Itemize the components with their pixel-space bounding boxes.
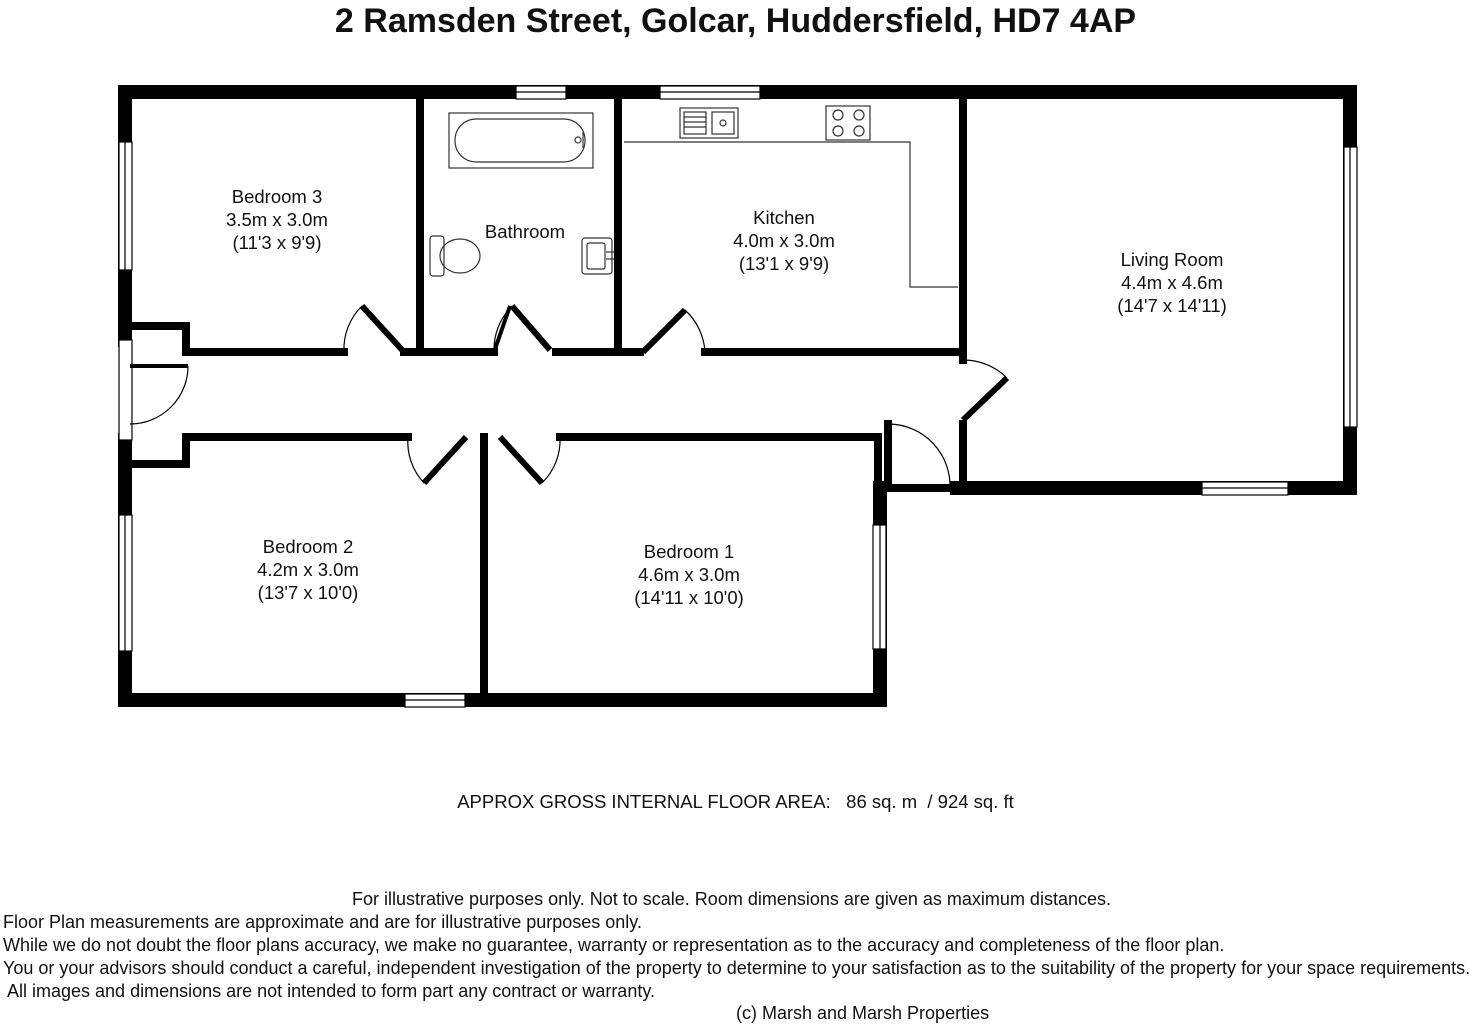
room-label-bathroom xyxy=(485,221,565,242)
svg-text:Kitchen: Kitchen xyxy=(753,207,815,228)
disclaimer-line: While we do not doubt the floor plans accuracy, we make no guarantee, warranty or representation as to the accuracy and completeness of the floor plan. xyxy=(3,935,1225,955)
disclaimer-line: All images and dimensions are not intended to form part any contract or warranty. xyxy=(3,981,655,1001)
room-label-bedroom3 xyxy=(226,186,328,253)
svg-text:4.6m x 3.0m: 4.6m x 3.0m xyxy=(638,564,740,585)
page-title: 2 Ramsden Street, Golcar, Huddersfield, HD7 4AP xyxy=(334,2,1137,40)
svg-text:4.2m x 3.0m: 4.2m x 3.0m xyxy=(257,559,359,580)
floor-area xyxy=(0,791,1471,813)
floor-area-imperial: 924 sq. ft xyxy=(937,791,1014,812)
front-door-swing xyxy=(130,366,188,424)
room-label-living-room xyxy=(1117,249,1227,316)
disclaimer-line: For illustrative purposes only. Not to scale. Room dimensions are given as maximum distances. xyxy=(352,889,1111,909)
svg-text:4.4m x 4.6m: 4.4m x 4.6m xyxy=(1121,272,1223,293)
sink-icon xyxy=(680,108,738,138)
hob-icon xyxy=(826,106,870,140)
bedroom2-door-leaf xyxy=(424,437,466,483)
doors xyxy=(119,306,1007,488)
svg-text:4.0m x 3.0m: 4.0m x 3.0m xyxy=(733,230,835,251)
copyright: (c) Marsh and Marsh Properties xyxy=(736,1003,990,1023)
basin-icon xyxy=(582,238,614,274)
bedroom3-door-swing xyxy=(344,306,362,352)
room-label-kitchen xyxy=(733,207,835,274)
bathroom-door-leaf xyxy=(512,306,550,350)
wall-porch-bottom xyxy=(125,437,186,464)
front-door-frame xyxy=(119,340,132,440)
floor-area-separator: / xyxy=(927,791,933,812)
kitchen-door-swing xyxy=(685,310,705,352)
bedroom3-door-leaf xyxy=(362,306,404,352)
bedroom1-door-swing xyxy=(542,437,560,483)
room-label-bedroom1 xyxy=(634,541,744,608)
floor-area-metric: 86 sq. m xyxy=(846,791,918,812)
living-door-leaf xyxy=(963,378,1007,420)
bathroom-door-leaf-a xyxy=(494,306,510,352)
svg-text:(14'11 x 10'0): (14'11 x 10'0) xyxy=(634,587,744,608)
bath-icon xyxy=(449,113,593,168)
disclaimer-line: You or your advisors should conduct a careful, independent investigation of the property to determine to your satisfaction as to the suitability of the property for your space requirements. xyxy=(3,958,1471,978)
wall-porch-top xyxy=(125,326,186,352)
svg-text:Bedroom 3: Bedroom 3 xyxy=(231,186,323,207)
svg-text:Living Room: Living Room xyxy=(1120,249,1224,270)
svg-text:Bedroom 1: Bedroom 1 xyxy=(643,541,735,562)
svg-text:(13'1 x 9'9): (13'1 x 9'9) xyxy=(738,253,830,274)
svg-text:(11'3 x 9'9): (11'3 x 9'9) xyxy=(232,232,322,253)
bedroom1-door-leaf xyxy=(500,437,542,483)
wall-bed1-top xyxy=(560,437,878,478)
svg-text:3.5m x 3.0m: 3.5m x 3.0m xyxy=(226,209,328,230)
bedroom2-door-swing xyxy=(408,437,424,483)
living-door-swing xyxy=(963,360,1007,378)
windows xyxy=(119,86,1357,707)
svg-text:Bathroom: Bathroom xyxy=(484,221,566,242)
cupboard-door-swing xyxy=(890,424,950,488)
fixtures xyxy=(430,106,958,287)
disclaimer-line: Floor Plan measurements are approximate and are for illustrative purposes only. xyxy=(3,912,642,932)
kitchen-door-leaf xyxy=(643,310,685,352)
floor-area-label: APPROX GROSS INTERNAL FLOOR AREA: xyxy=(457,791,831,812)
walls xyxy=(125,92,1350,700)
toilet-icon xyxy=(430,236,480,276)
svg-text:(14'7 x 14'11): (14'7 x 14'11) xyxy=(1117,295,1227,316)
svg-text:(13'7 x 10'0): (13'7 x 10'0) xyxy=(257,582,359,603)
svg-text:Bedroom 2: Bedroom 2 xyxy=(262,536,354,557)
room-label-bedroom2 xyxy=(257,536,359,603)
